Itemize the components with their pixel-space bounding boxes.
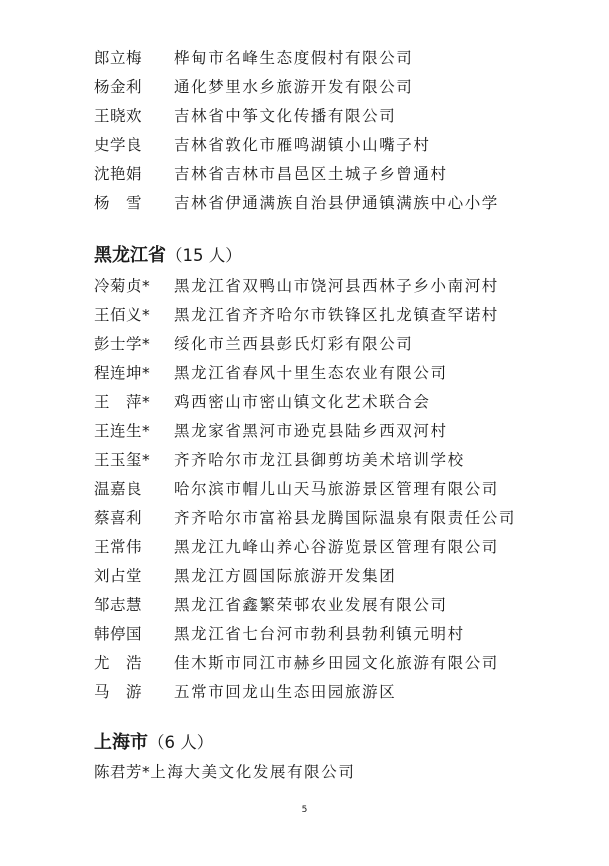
list-item (94, 758, 355, 786)
person-name: 蔡喜利 (94, 509, 143, 527)
section-heading-shanghai (94, 728, 213, 758)
person-name: 马 游 (94, 683, 143, 701)
organization: 黑龙江省鑫繁荣邨农业发展有限公司 (174, 596, 448, 614)
list-item (94, 475, 499, 503)
person-name: 温嘉良 (94, 480, 143, 498)
list-item (94, 591, 448, 619)
organization: 黑龙江省齐齐哈尔市铁锋区扎龙镇查罕诺村 (174, 306, 499, 324)
person-name: 王佰义* (94, 306, 151, 324)
person-name: 尤 浩 (94, 654, 143, 672)
person-name: 杨金利 (94, 78, 143, 96)
list-item (94, 417, 448, 445)
list-item (94, 189, 499, 217)
person-name: 史学良 (94, 136, 143, 154)
list-item (94, 678, 396, 706)
list-item (94, 562, 396, 590)
organization: 绥化市兰西县彭氏灯彩有限公司 (174, 335, 414, 353)
section-heading-heilongjiang (94, 241, 242, 271)
organization: 桦甸市名峰生态度假村有限公司 (174, 49, 414, 67)
person-name: 杨 雪 (94, 194, 143, 212)
organization: 吉林省敦化市雁鸣湖镇小山嘴子村 (174, 136, 431, 154)
organization: 佳木斯市同江市赫乡田园文化旅游有限公司 (174, 654, 499, 672)
organization: 齐齐哈尔市龙江县御剪坊美术培训学校 (174, 451, 465, 469)
list-item (94, 131, 431, 159)
organization: 五常市回龙山生态田园旅游区 (174, 683, 397, 701)
section-count: （6 人） (148, 733, 214, 752)
section-title: 上海市 (94, 732, 148, 753)
person-name: 韩停国 (94, 625, 143, 643)
organization: 黑龙江省春风十里生态农业有限公司 (174, 364, 448, 382)
page-number: 5 (301, 805, 308, 815)
person-name: 王晓欢 (94, 107, 143, 125)
person-name: 冷菊贞* (94, 277, 151, 295)
person-name: 程连坤* (94, 364, 151, 382)
list-item (94, 102, 396, 130)
organization: 上海大美文化发展有限公司 (150, 763, 356, 781)
organization: 黑龙家省黑河市逊克县陆乡西双河村 (174, 422, 448, 440)
organization: 吉林省吉林市昌邑区土城子乡曾通村 (174, 165, 448, 183)
list-item (94, 330, 413, 358)
list-item (94, 272, 499, 300)
list-item (94, 301, 499, 329)
list-item (94, 160, 448, 188)
list-item (94, 620, 465, 648)
organization: 黑龙江省七台河市勃利县勃利镇元明村 (174, 625, 465, 643)
list-item (94, 44, 413, 72)
list-item (94, 649, 499, 677)
person-name: 王常伟 (94, 538, 143, 556)
organization: 黑龙江省双鸭山市饶河县西林子乡小南河村 (174, 277, 499, 295)
person-name: 彭士学* (94, 335, 151, 353)
organization: 黑龙江方圆国际旅游开发集团 (174, 567, 397, 585)
person-name: 王 萍* (94, 393, 151, 411)
organization: 齐齐哈尔市富裕县龙腾国际温泉有限责任公司 (174, 509, 517, 527)
list-item (94, 359, 448, 387)
person-name: 王玉玺* (94, 451, 151, 469)
person-name: 陈君芳* (94, 763, 151, 781)
list-item (94, 73, 413, 101)
organization: 黑龙江九峰山养心谷游览景区管理有限公司 (174, 538, 499, 556)
list-item (94, 388, 431, 416)
list-item (94, 504, 516, 532)
organization: 吉林省中筝文化传播有限公司 (174, 107, 397, 125)
organization: 鸡西密山市密山镇文化艺术联合会 (174, 393, 431, 411)
person-name: 刘占堂 (94, 567, 143, 585)
organization: 通化梦里水乡旅游开发有限公司 (174, 78, 414, 96)
section-count: （15 人） (166, 246, 242, 265)
person-name: 郎立梅 (94, 49, 143, 67)
person-name: 沈艳娟 (94, 165, 143, 183)
organization: 吉林省伊通满族自治县伊通镇满族中心小学 (174, 194, 499, 212)
list-item (94, 533, 499, 561)
person-name: 邹志慧 (94, 596, 143, 614)
list-item (94, 446, 465, 474)
person-name: 王连生* (94, 422, 151, 440)
organization: 哈尔滨市帽儿山天马旅游景区管理有限公司 (174, 480, 499, 498)
section-title: 黑龙江省 (94, 245, 166, 266)
